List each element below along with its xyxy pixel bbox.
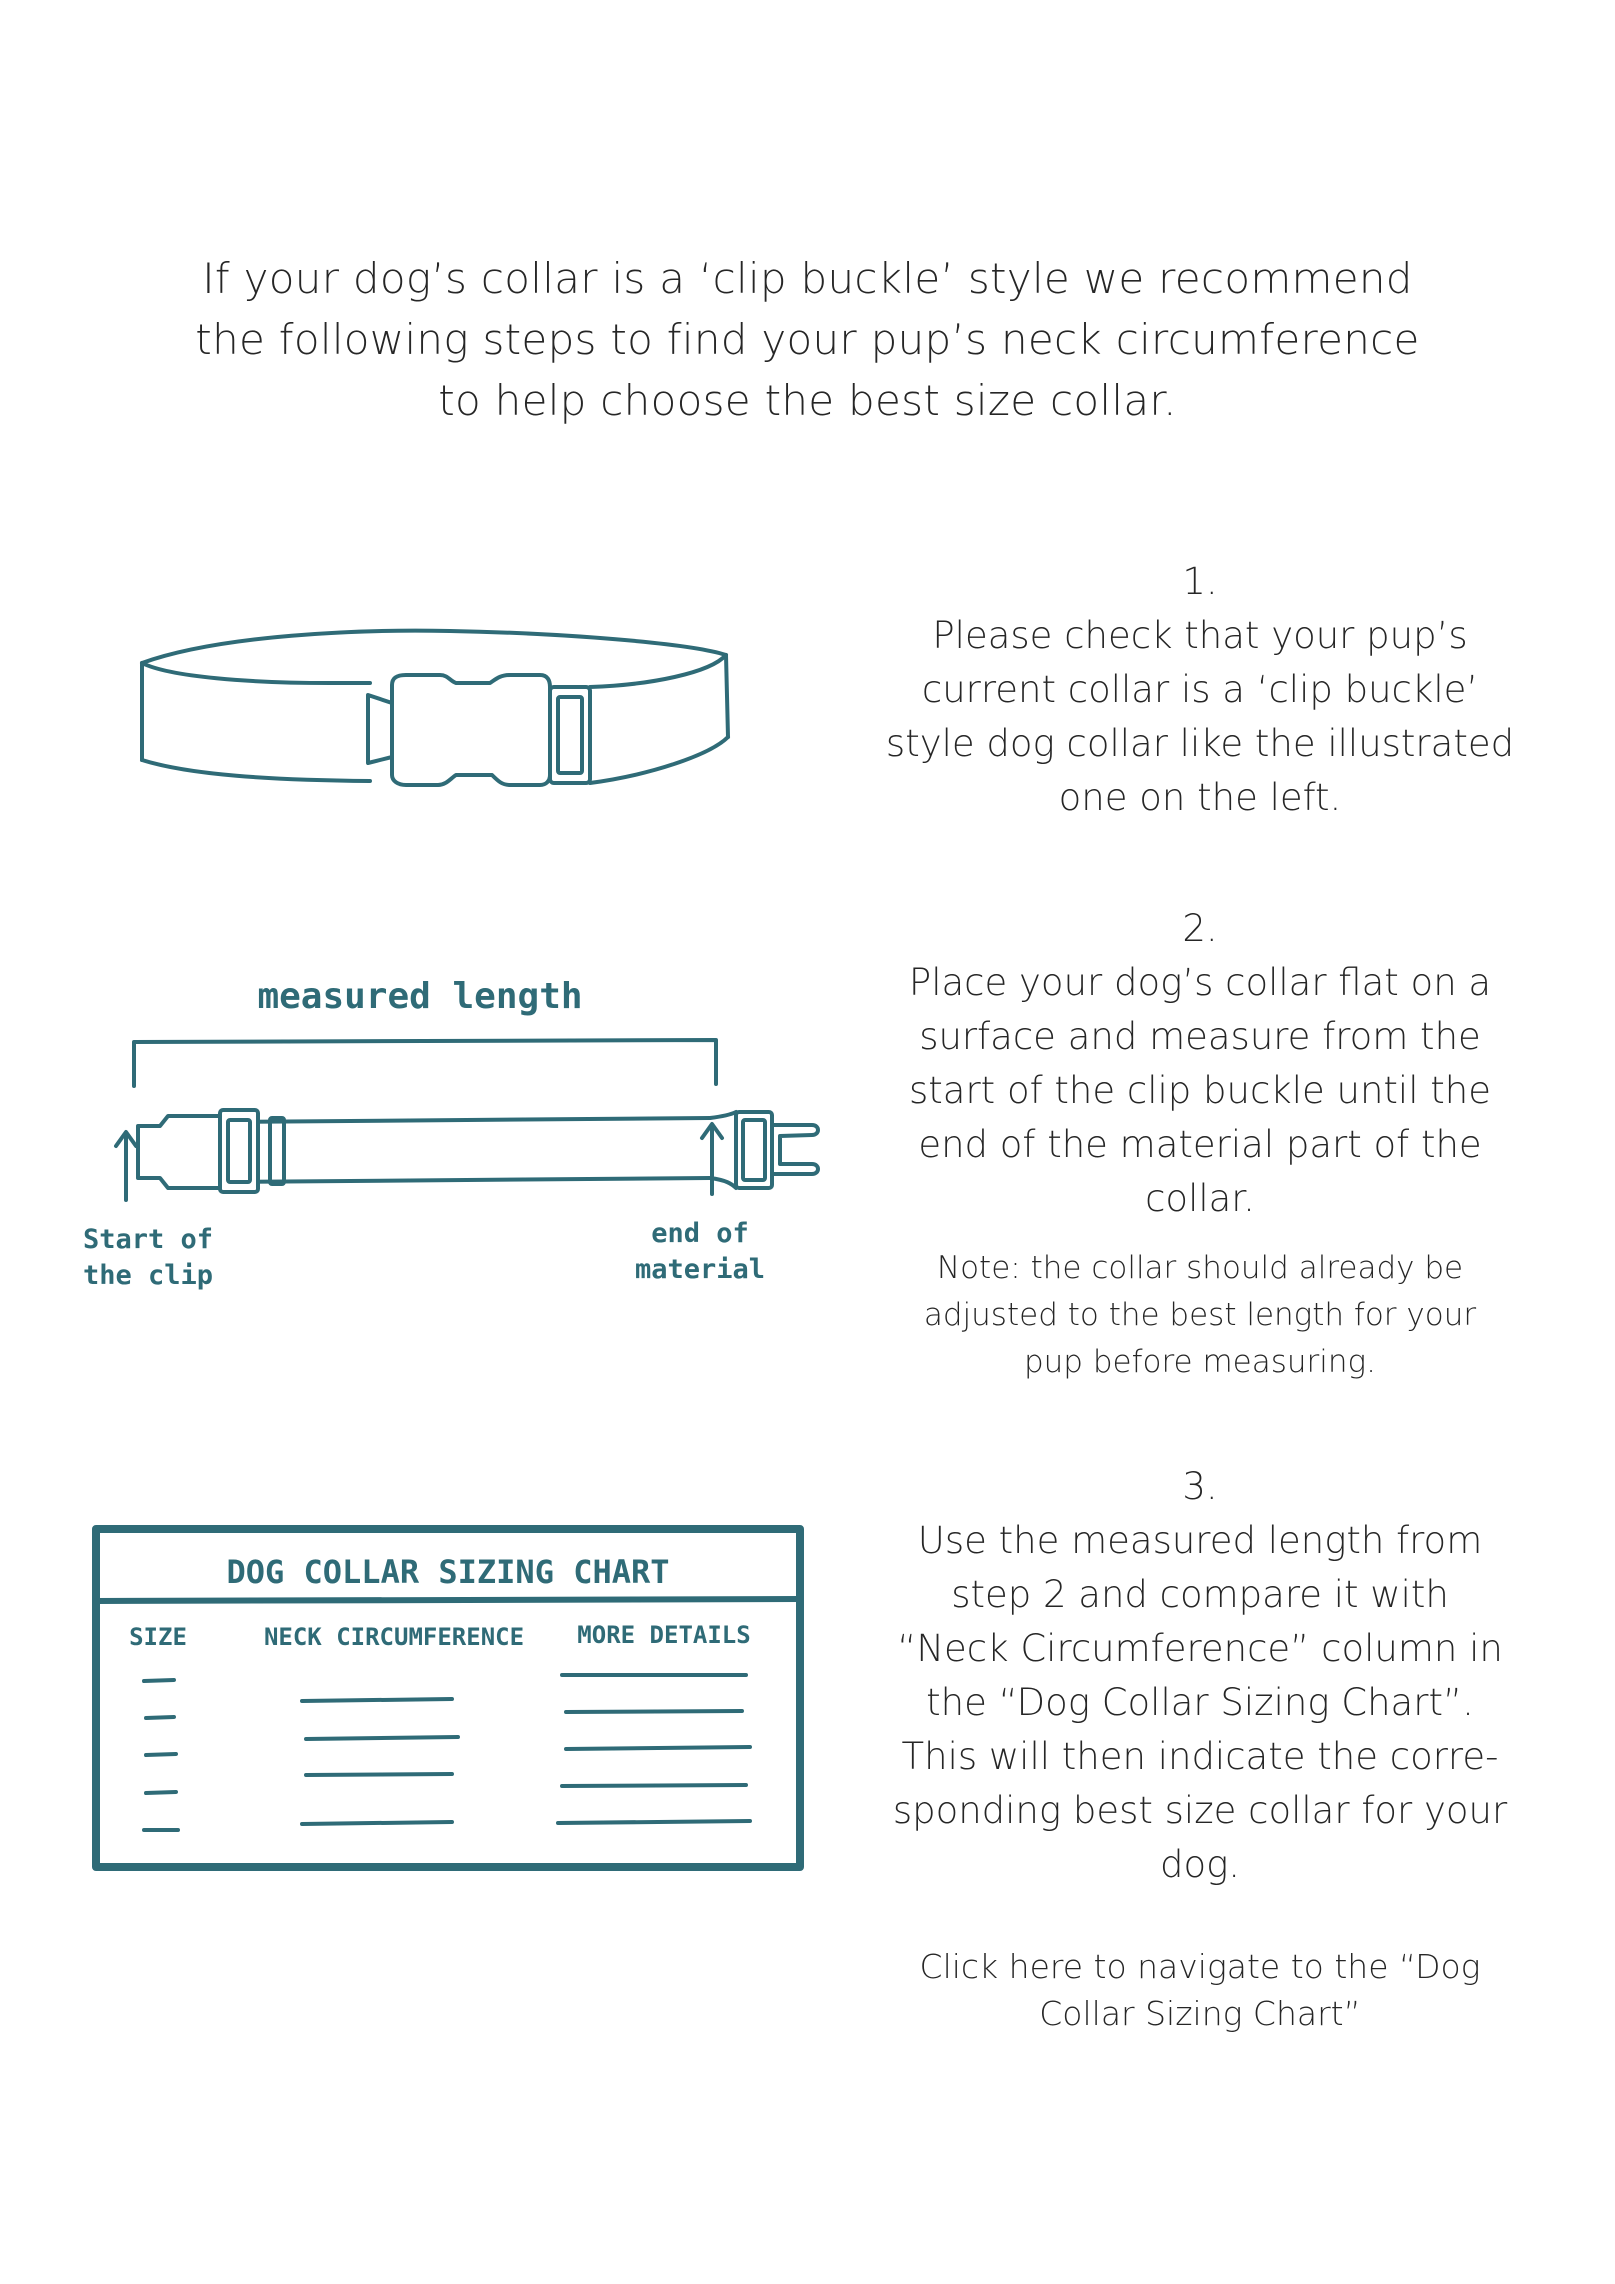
step1-number: 1.	[1182, 560, 1218, 603]
end-of-material-label-2: material	[634, 1254, 766, 1285]
step2-number: 2.	[1182, 907, 1218, 950]
measured-length-label: measured length	[257, 976, 583, 1017]
sizing-chart-link-line[interactable]: Collar Sizing Chart”	[1039, 1994, 1361, 2033]
step2-line: end of the material part of the	[918, 1123, 1482, 1166]
chart-col-size: SIZE	[129, 1623, 187, 1651]
end-of-material-label-1: end of	[651, 1218, 749, 1249]
step2-line: Place your dog’s collar flat on a	[908, 961, 1492, 1004]
step2-note-line: pup before measuring.	[1023, 1344, 1376, 1380]
step1-line: current collar is a ‘clip buckle’	[921, 668, 1479, 711]
step3-line: Use the measured length from	[917, 1519, 1483, 1562]
step3-line: sponding best size collar for your	[892, 1789, 1508, 1832]
start-of-clip-label-1: Start of	[82, 1224, 214, 1255]
step2-note-line: Note: the collar should already be	[936, 1250, 1464, 1286]
step1-line: one on the left.	[1058, 776, 1342, 819]
step2-line: surface and measure from the	[919, 1015, 1481, 1058]
chart-title: DOG COLLAR SIZING CHART	[226, 1553, 670, 1591]
step1-line: Please check that your pup’s	[932, 614, 1468, 657]
step2-note	[840, 1245, 1560, 1386]
step1-line: style dog collar like the illustrated	[885, 722, 1515, 765]
step3-line: step 2 and compare it with	[951, 1573, 1449, 1616]
step3-number: 3.	[1182, 1465, 1218, 1508]
chart-col-more: MORE DETAILS	[577, 1621, 751, 1649]
intro-line: the following steps to find your pup’s neck circumference	[195, 315, 1420, 364]
start-of-clip-label-2: the clip	[82, 1260, 214, 1291]
chart-col-neck: NECK CIRCUMFERENCE	[263, 1623, 525, 1651]
step3-line: the “Dog Collar Sizing Chart”.	[926, 1681, 1474, 1724]
sizing-chart-illustration	[92, 1525, 804, 1875]
sizing-chart-link[interactable]	[840, 1943, 1560, 2037]
step3-line: dog.	[1159, 1843, 1241, 1886]
intro-line: to help choose the best size collar.	[438, 376, 1177, 425]
measured-collar-illustration	[80, 960, 840, 1340]
step3-line: “Neck Circumference” column in	[897, 1627, 1503, 1670]
clip-buckle-collar-illustration	[130, 625, 750, 815]
sizing-chart-link-line[interactable]: Click here to navigate to the “Dog	[919, 1947, 1481, 1986]
step2-line: collar.	[1145, 1177, 1255, 1220]
intro-text	[120, 248, 1495, 431]
step2-note-line: adjusted to the best length for your	[923, 1297, 1477, 1333]
step1-text	[840, 555, 1560, 825]
step2-line: start of the clip buckle until the	[909, 1069, 1491, 1112]
step2-text	[840, 902, 1560, 1226]
intro-line: If your dog’s collar is a ‘clip buckle’ style we recommend	[202, 254, 1413, 303]
step3-line: This will then indicate the corre-	[901, 1735, 1499, 1778]
step3-text	[840, 1460, 1560, 1892]
